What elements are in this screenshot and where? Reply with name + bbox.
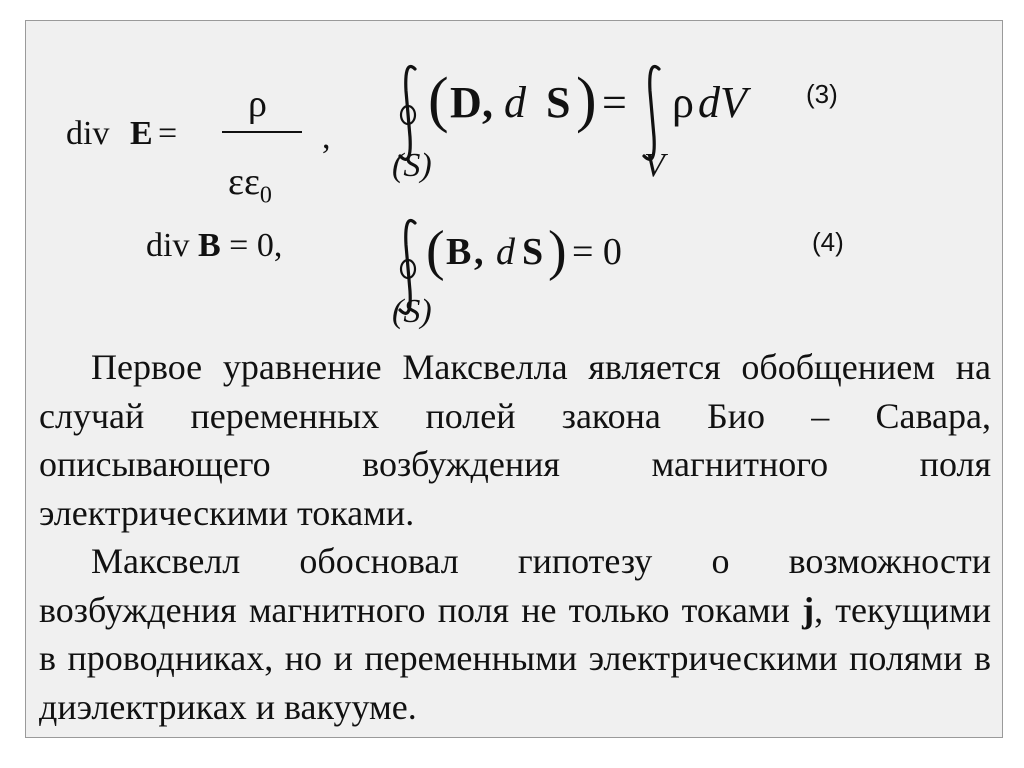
separator-comma: ,: [322, 119, 331, 156]
comma: ,: [474, 231, 484, 273]
fraction-denominator: $\varepsilon\varepsilon_0$: [228, 161, 272, 209]
fraction-bar: [222, 131, 302, 133]
fraction-numerator: ρ: [248, 83, 267, 125]
paragraph-2: Максвелл обосновал гипотезу о возможности возбуждения магнитного поля не только токами j, текущими в проводниках, но и переменными электрическими полями в диэлектриках и вакууме.: [39, 541, 991, 727]
differential-d: d: [496, 231, 515, 273]
close-paren: ): [576, 66, 597, 134]
equation-label-4: (4): [812, 227, 844, 257]
equals-sign: =: [602, 78, 627, 127]
close-paren: ): [548, 220, 567, 282]
slide: [25, 20, 1003, 738]
rho: ρ: [672, 78, 694, 127]
open-paren: (: [426, 220, 445, 282]
open-paren: (: [428, 66, 449, 134]
comma: ,: [482, 78, 493, 127]
int-subscript: V: [644, 147, 665, 184]
vector-D: D: [450, 78, 482, 127]
oint-subscript: (S): [392, 293, 432, 330]
vector-S: S: [522, 231, 544, 273]
eq4-lhs: div B = 0,: [146, 227, 283, 264]
oint-subscript: (S): [392, 147, 432, 184]
dV: dV: [698, 78, 747, 127]
body-text: [39, 343, 991, 731]
vector-S: S: [546, 78, 571, 127]
current-density-j: j: [802, 589, 815, 630]
equals-sign: =: [158, 115, 178, 152]
eq4-rhs: = 0: [572, 231, 622, 273]
differential-d: d: [504, 78, 526, 127]
div-operator: div: [66, 115, 110, 152]
vector-E: E: [130, 115, 153, 152]
equation-label-3: (3): [806, 79, 838, 109]
paragraph-1: Первое уравнение Максвелла является обобщением на случай переменных полей закона Био – Савара, описывающего возбуждения магнитного поля электрическими токами.: [39, 347, 991, 533]
vector-B: B: [446, 231, 472, 273]
